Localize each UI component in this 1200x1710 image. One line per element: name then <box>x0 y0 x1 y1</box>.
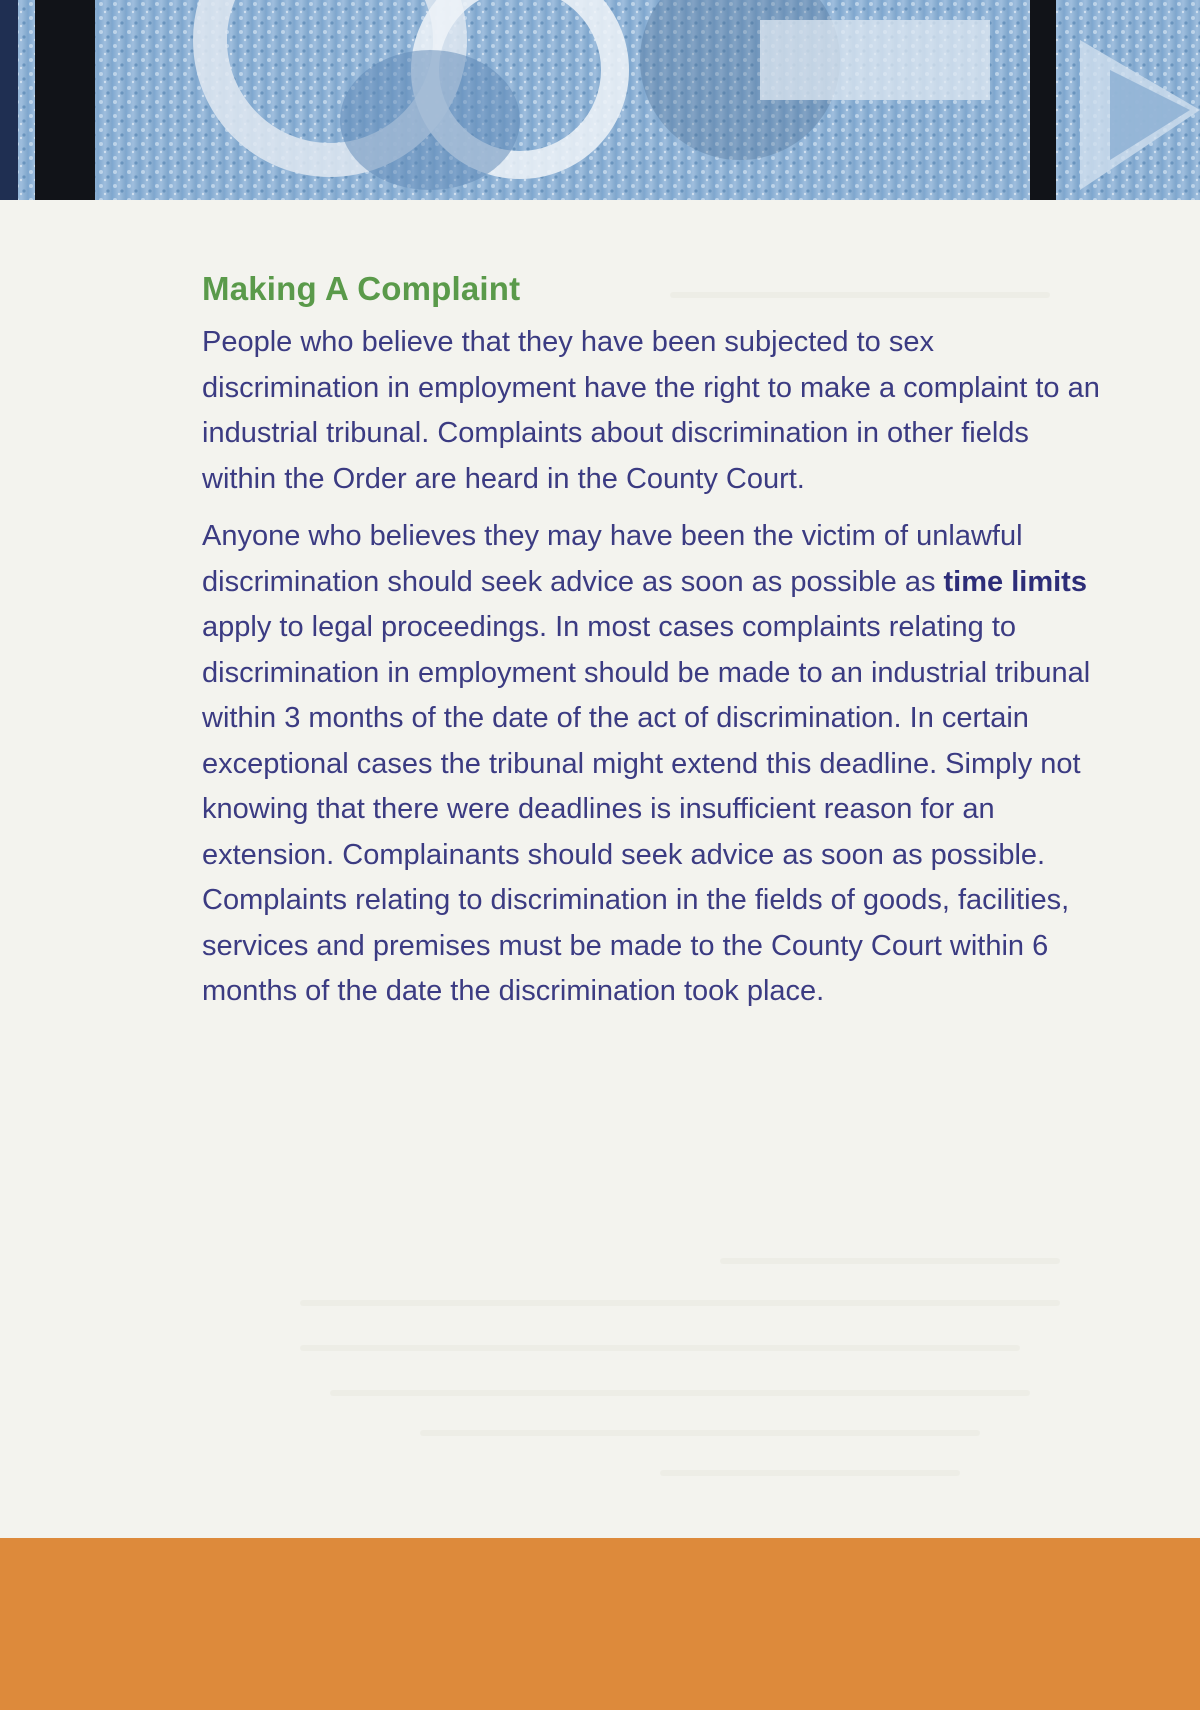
paragraph-time-limits <box>202 514 1102 1015</box>
main-content <box>202 270 1102 1027</box>
paragraph-rights: People who believe that they have been subjected to sex discrimination in employment have the right to make a complaint to an industrial tribunal. Complaints about discrimination in other fields within the Order are heard in the County Court. <box>202 326 1100 495</box>
bleed-through-line <box>300 1345 1020 1351</box>
bleed-through-line <box>720 1258 1060 1264</box>
orange-footer-band <box>0 1538 1200 1710</box>
bleed-through-line <box>420 1430 980 1436</box>
abstract-pattern-image <box>0 0 1200 200</box>
bleed-through-line <box>660 1470 960 1476</box>
section-heading: Making A Complaint <box>202 270 521 307</box>
paragraph-text-end: apply to legal proceedings. In most cases complaints relating to discrimination in employment should be made to an industrial tribunal within 3 months of the date of the act of discrimination. In certain exceptional cases the tribunal might extend this deadline. Simply not knowing that there were deadlines is insufficient reason for an extension. Complainants should seek advice as soon as possible. Complaints relating to discrimination in the fields of goods, facilities, services and premises must be made to the County Court within 6 months of the date the discrimination took place. <box>202 611 1091 1007</box>
decorative-banner-image <box>0 0 1200 200</box>
paragraph-text-start: Anyone who believes they may have been the victim of unlawful discrimination should seek advice as soon as possible as <box>202 520 1023 598</box>
bleed-through-line <box>300 1300 1060 1306</box>
bleed-through-line <box>330 1390 1030 1396</box>
time-limits-term: time limits <box>943 565 1087 598</box>
